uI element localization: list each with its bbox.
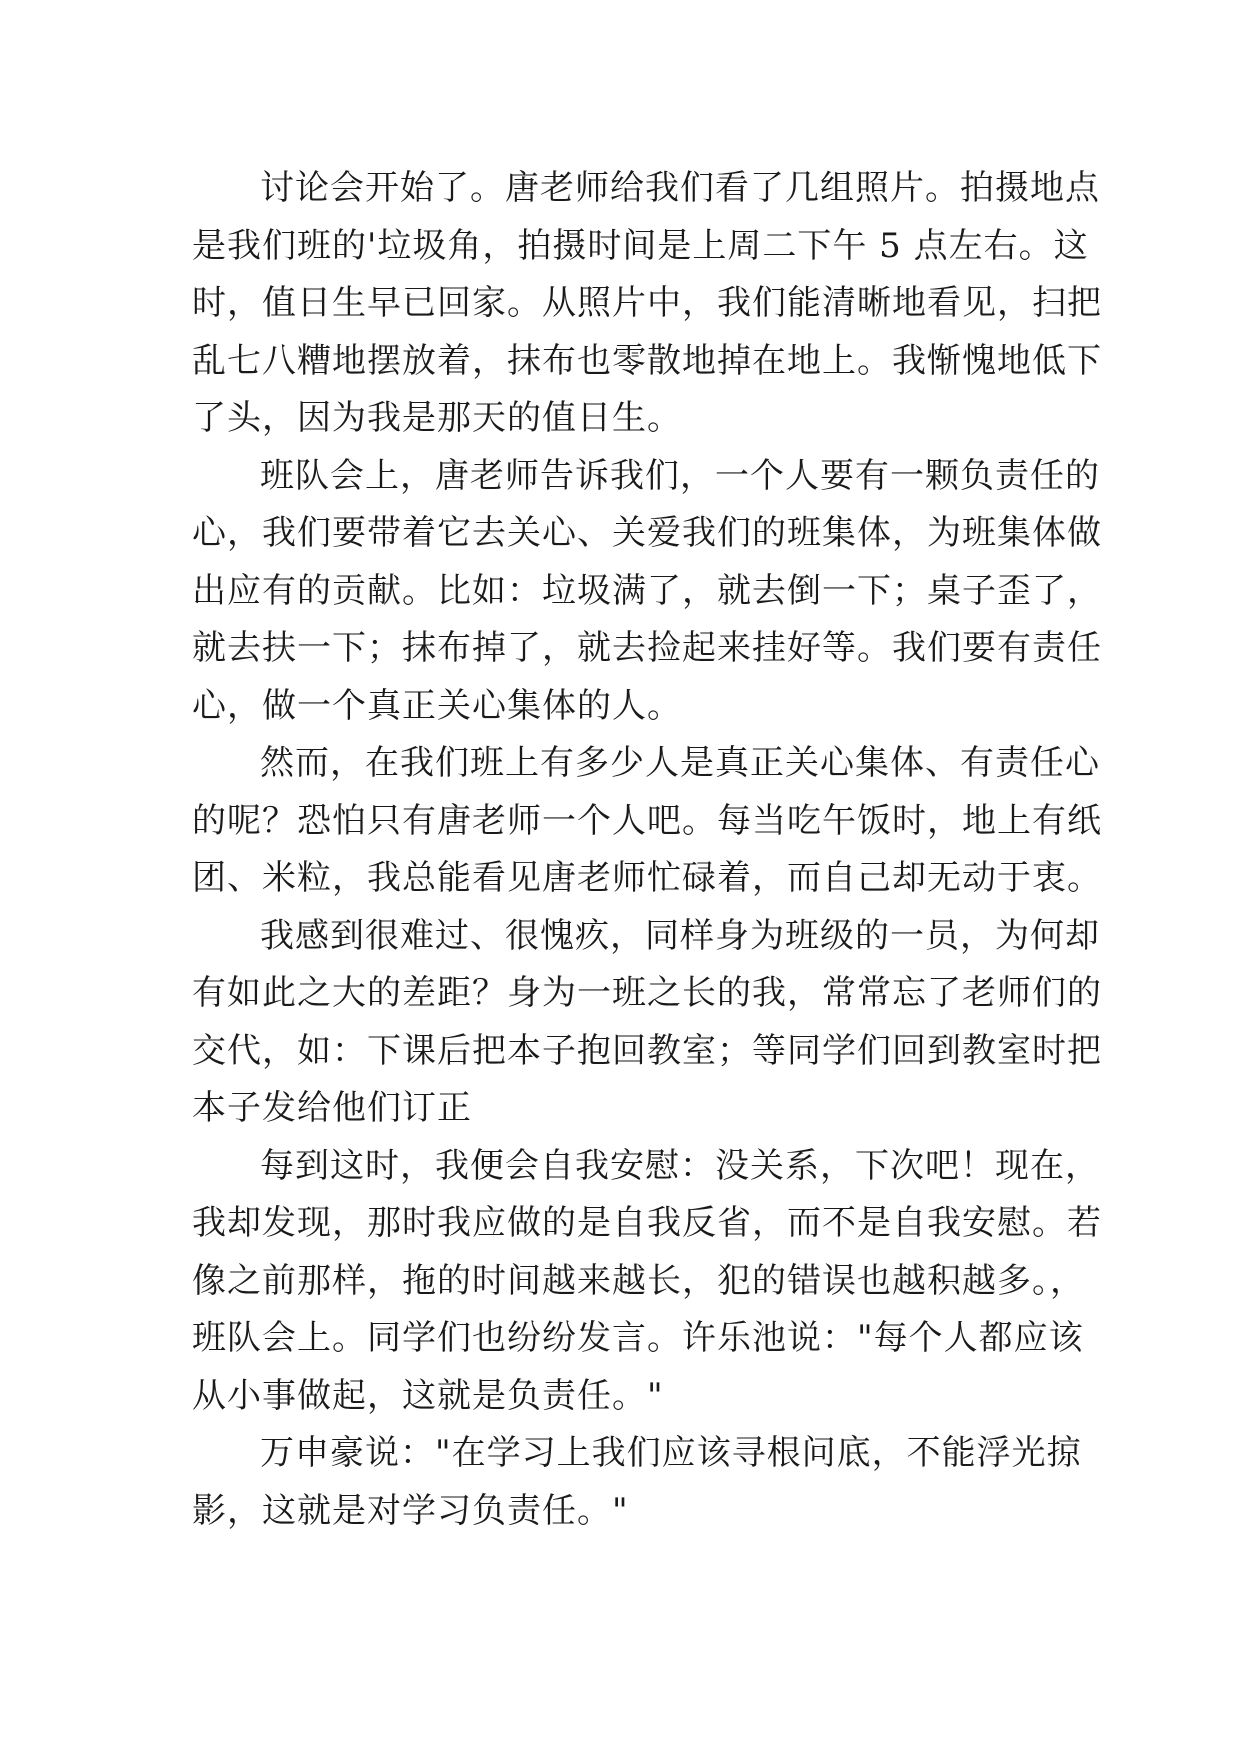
paragraph-4 bbox=[192, 908, 1102, 1138]
document-body bbox=[192, 160, 1102, 1540]
paragraph-line: 每到这时，我便会自我安慰：没关系，下次吧！现在， bbox=[260, 1145, 1100, 1186]
paragraph-3 bbox=[192, 735, 1102, 908]
paragraph-line: 班队会上。同学们也纷纷发言。许乐池说："每个人都应该 bbox=[192, 1318, 1084, 1358]
paragraph-line: 乱七八糟地摆放着，抹布也零散地掉在地上。我惭愧地低下 bbox=[192, 340, 1102, 381]
paragraph-5 bbox=[192, 1138, 1102, 1426]
paragraph-line: 团、米粒，我总能看见唐老师忙碌着，而自己却无动于衷。 bbox=[192, 858, 1102, 898]
paragraph-line: 从小事做起，这就是负责任。" bbox=[192, 1375, 664, 1416]
paragraph-line: 影，这就是对学习负责任。" bbox=[192, 1490, 629, 1531]
paragraph-line: 万申豪说："在学习上我们应该寻根问底，不能浮光掠 bbox=[260, 1433, 1082, 1473]
paragraph-line: 是我们班的'垃圾角，拍摄时间是上周二下午 5 点左右。这 bbox=[192, 225, 1089, 266]
paragraph-line: 时，值日生早已回家。从照片中，我们能清晰地看见，扫把 bbox=[192, 283, 1102, 323]
paragraph-2 bbox=[192, 448, 1102, 736]
paragraph-1 bbox=[192, 160, 1102, 448]
paragraph-line: 我感到很难过、很愧疚，同样身为班级的一员，为何却 bbox=[260, 915, 1100, 956]
paragraph-line: 我却发现，那时我应做的是自我反省，而不是自我安慰。若 bbox=[192, 1203, 1102, 1243]
paragraph-line: 就去扶一下；抹布掉了，就去捡起来挂好等。我们要有责任 bbox=[192, 628, 1102, 668]
paragraph-line: 了头，因为我是那天的值日生。 bbox=[192, 398, 682, 438]
paragraph-line: 出应有的贡献。比如：垃圾满了，就去倒一下；桌子歪了， bbox=[192, 570, 1102, 611]
paragraph-line: 像之前那样，拖的时间越来越长，犯的错误也越积越多。， bbox=[192, 1260, 1085, 1301]
paragraph-line: 有如此之大的差距？身为一班之长的我，常常忘了老师们的 bbox=[192, 973, 1102, 1013]
paragraph-line: 交代，如：下课后把本子抱回教室；等同学们回到教室时把 bbox=[192, 1030, 1102, 1071]
paragraph-line: 心，做一个真正关心集体的人。 bbox=[192, 685, 682, 726]
paragraph-line: 心，我们要带着它去关心、关爱我们的班集体，为班集体做 bbox=[192, 513, 1102, 553]
paragraph-line: 的呢？恐怕只有唐老师一个人吧。每当吃午饭时，地上有纸 bbox=[192, 800, 1102, 841]
paragraph-6 bbox=[192, 1425, 1082, 1540]
paragraph-line: 然而，在我们班上有多少人是真正关心集体、有责任心 bbox=[260, 743, 1100, 783]
paragraph-line: 班队会上，唐老师告诉我们，一个人要有一颗负责任的 bbox=[260, 455, 1100, 496]
paragraph-line: 讨论会开始了。唐老师给我们看了几组照片。拍摄地点 bbox=[260, 168, 1100, 208]
paragraph-line: 本子发给他们订正 bbox=[192, 1088, 472, 1128]
